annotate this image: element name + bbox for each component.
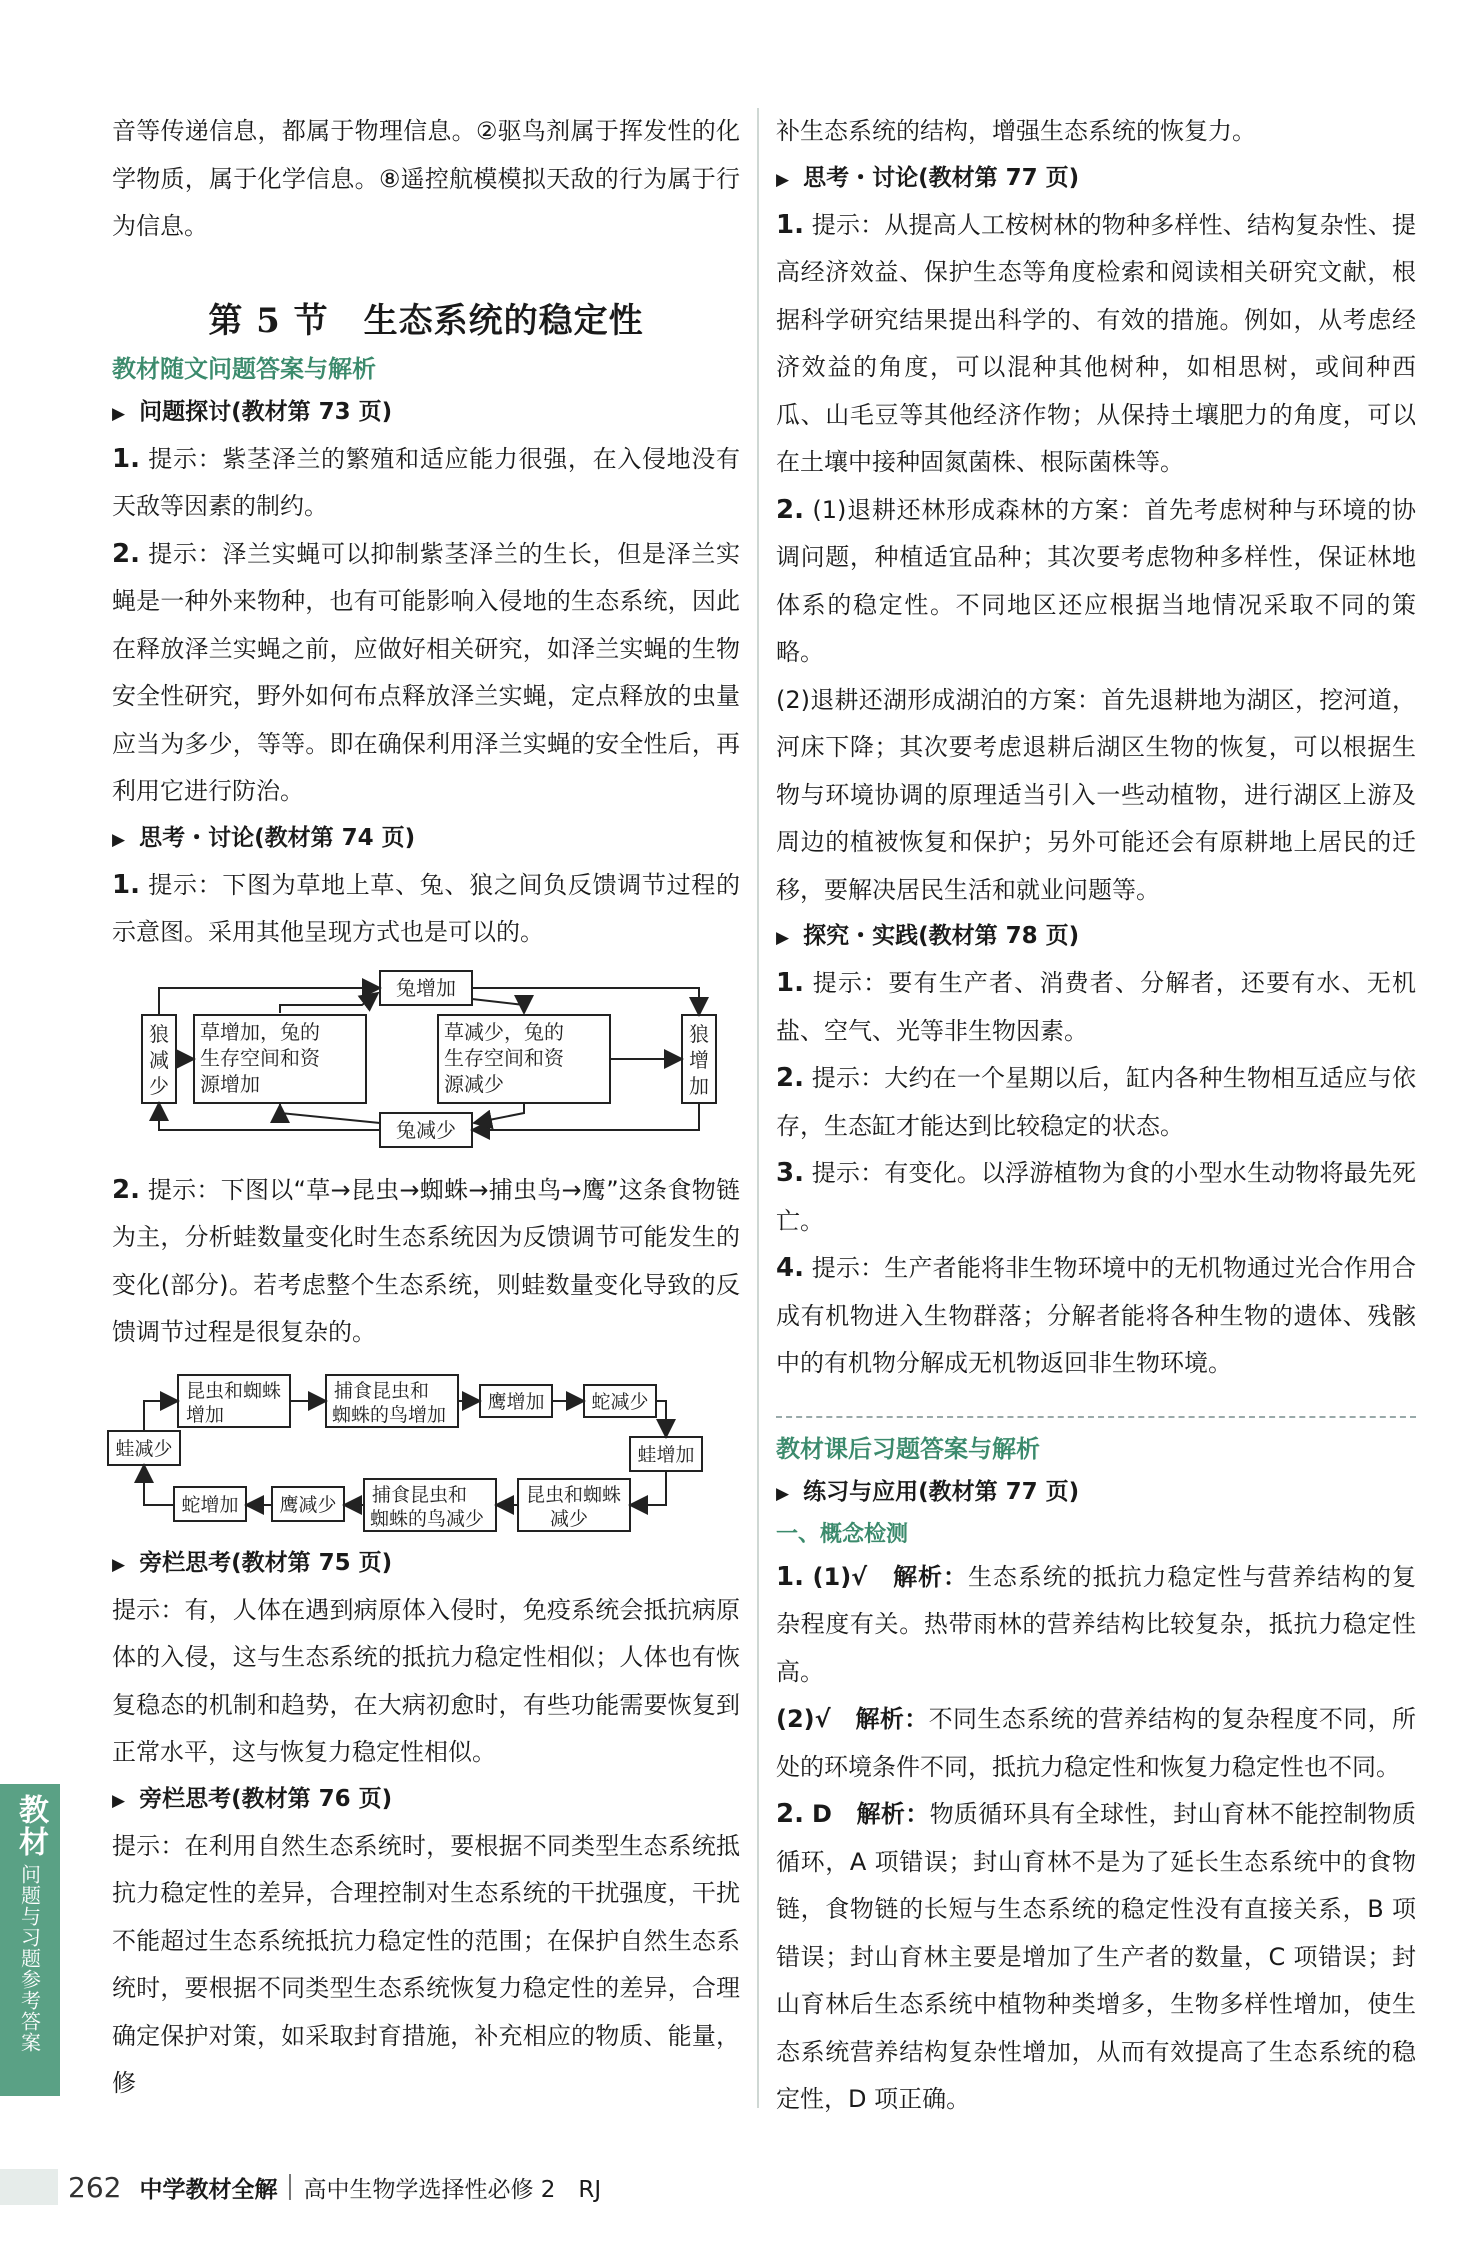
intro-paragraph: 音等传递信息，都属于物理信息。②驱鸟剂属于挥发性的化学物质，属于化学信息。⑧遥控航模模拟天敌的行为属于行为信息。	[112, 117, 740, 240]
right-column	[776, 108, 1416, 2124]
node-hawk-increase: 鹰增加	[487, 1390, 545, 1413]
side-tab-title: 教材	[13, 1794, 48, 1858]
answer-item: 2. (1)退耕还林形成森林的方案：首先考虑树种与环境的协调问题，种植适宜品种；其次要考虑物种多样性，保证林地体系的稳定性。不同地区还应根据当地情况采取不同的策略。	[776, 494, 1416, 666]
book-title: 中学教材全解	[139, 2176, 278, 2203]
node-rabbit-increase: 兔增加	[396, 975, 456, 1000]
node-grass-decrease: 源减少	[444, 1071, 504, 1096]
triangle-icon: ▶	[112, 1554, 126, 1575]
answer-item: 2. 提示：大约在一个星期以后，缸内各种生物相互适应与依存，生态缸才能达到比较稳定的状态。	[776, 1063, 1416, 1140]
triangle-icon: ▶	[776, 1483, 790, 1504]
node-rabbit-decrease: 兔减少	[396, 1117, 456, 1142]
triangle-icon: ▶	[112, 1790, 126, 1811]
node-frog-decrease: 蛙减少	[115, 1437, 173, 1460]
left-column	[112, 108, 740, 2108]
triangle-icon: ▶	[776, 169, 790, 190]
subheading-sidebar-think-76: ▶ 旁栏思考(教材第 76 页)	[112, 1785, 393, 1812]
answer-item: (2)退耕还湖形成湖泊的方案：首先退耕地为湖区，挖河道，河床下降；其次要考虑退耕后湖区生物的恢复，可以根据生物与环境协调的原理适当引入一些动植物，进行湖区上游及周边的植被恢复和保护；另外可能还会有原耕地上居民的迁移，要解决居民生活和就业问题等。	[776, 685, 1416, 904]
page-number: 262	[68, 2170, 122, 2204]
node-frog-increase: 蛙增加	[637, 1443, 695, 1466]
answer-item: 1. (1)√ 解析：生态系统的抵抗力稳定性与营养结构的复杂程度有关。热带雨林的营养结构比较复杂，抵抗力稳定性高。	[776, 1561, 1417, 1686]
subheading-explore-practice: ▶ 探究・实践(教材第 78 页)	[776, 923, 1080, 949]
node-wolf-decrease: 少	[149, 1073, 169, 1098]
node-bird-increase: 蜘蛛的鸟增加	[332, 1403, 447, 1426]
page-footer	[0, 2165, 760, 2209]
answer-paragraph: 提示：在利用自然生态系统时，要根据不同类型生态系统抵抗力稳定性的差异，合理控制对生态系统的干扰强度，干扰不能超过生态系统抵抗力稳定性的范围；在保护自然生态系统时，要根据不同类型生态系统恢复力稳定性的差异，合理确定保护对策，如采取封育措施，补充相应的物质、能量，修	[112, 1831, 740, 2097]
triangle-icon: ▶	[776, 928, 790, 948]
node-insect-spider-increase: 增加	[186, 1403, 225, 1426]
node-wolf-decrease: 减	[149, 1047, 169, 1072]
feedback-diagram-grass-rabbit-wolf	[112, 963, 740, 1163]
answer-item: 2. 提示：下图以“草→昆虫→蜘蛛→捕虫鸟→鹰”这条食物链为主，分析蛙数量变化时生态系统因为反馈调节可能发生的变化(部分)。若考虑整个生态系统，则蛙数量变化导致的反馈调节过程是很复杂的。	[112, 1174, 740, 1346]
side-tab	[0, 1784, 60, 2096]
node-grass-decrease: 草减少，兔的	[444, 1019, 564, 1044]
footer-bar	[0, 2169, 58, 2205]
answer-item: 1. 提示：下图为草地上草、兔、狼之间负反馈调节过程的示意图。采用其他呈现方式也是可以的。	[112, 869, 740, 946]
section-title: 第 5 节 生态系统的稳定性	[208, 300, 644, 341]
subheading-sidebar-think-75: ▶ 旁栏思考(教材第 75 页)	[112, 1549, 393, 1576]
feedback-diagram-frog-food-chain	[100, 1361, 728, 1537]
node-insect-spider-decrease: 减少	[550, 1507, 589, 1530]
node-snake-increase: 蛇增加	[181, 1493, 239, 1516]
node-wolf-decrease: 狼	[149, 1021, 169, 1046]
answer-item: 1. 提示：从提高人工桉树林的物种多样性、结构复杂性、提高经济效益、保护生态等角度检索和阅读相关研究文献，根据科学研究结果提出科学的、有效的措施。例如，从考虑经济效益的角度，可以混种其他树种，如相思树，或间种西瓜、山毛豆等其他经济作物；从保持土壤肥力的角度，可以在土壤中接种固氮菌株、根际菌株等。	[776, 209, 1416, 476]
book-subject: 高中生物学选择性必修 2 RJ	[303, 2176, 602, 2203]
node-grass-increase: 生存空间和资	[200, 1045, 320, 1070]
node-insect-spider-increase: 昆虫和蜘蛛	[186, 1379, 282, 1402]
column-divider	[757, 108, 759, 2108]
subheading-think-discuss-77: ▶ 思考・讨论(教材第 77 页)	[776, 164, 1080, 191]
node-grass-increase: 源增加	[200, 1071, 260, 1096]
subheading-think-discuss: ▶ 思考・讨论(教材第 74 页)	[112, 824, 416, 851]
node-wolf-increase: 加	[689, 1073, 709, 1098]
node-grass-increase: 草增加，兔的	[200, 1019, 320, 1044]
node-bird-increase: 捕食昆虫和	[334, 1379, 430, 1402]
node-snake-decrease: 蛇减少	[591, 1390, 649, 1413]
subheading-problem-discussion: ▶ 问题探讨(教材第 73 页)	[112, 398, 393, 425]
node-hawk-decrease: 鹰减少	[279, 1493, 337, 1516]
answer-item: 1. 提示：紫茎泽兰的繁殖和适应能力很强，在入侵地没有天敌等因素的制约。	[112, 443, 740, 520]
answer-item: 2. D 解析：物质循环具有全球性，封山育林不能控制物质循环，A 项错误；封山育林不是为了延长生态系统中的食物链，食物链的长短与生态系统的稳定性没有直接关系，B 项错误；封山育林主要是增加了生产者的数量，C 项错误；封山育林后生态系统中植物种类增多，生物多样性增加，使生态系统营养结构复杂性增加，从而有效提高了生态系统的稳定性，D 项正确。	[776, 1799, 1417, 2113]
subheading-practice-application: ▶ 练习与应用(教材第 77 页)	[776, 1478, 1080, 1505]
answer-item: 1. 提示：要有生产者、消费者、分解者，还要有水、无机盐、空气、光等非生物因素。	[776, 968, 1416, 1045]
dashed-divider	[776, 1416, 1416, 1418]
answer-paragraph: 提示：有，人体在遇到病原体入侵时，免疫系统会抵抗病原体的入侵，这与生态系统的抵抗力稳定性相似；人体也有恢复稳态的机制和趋势，在大病初愈时，有些功能需要恢复到正常水平，这与恢复力稳定性相似。	[112, 1595, 740, 1766]
node-bird-decrease: 蜘蛛的鸟减少	[370, 1507, 485, 1530]
answer-item: 4. 提示：生产者能将非生物环境中的无机物通过光合作用合成有机物进入生物群落；分解者能将各种生物的遗体、残骸中的有机物分解成无机物返回非生物环境。	[776, 1253, 1416, 1377]
heading-after-class-answers: 教材课后习题答案与解析	[776, 1434, 1040, 1463]
triangle-icon: ▶	[112, 403, 126, 424]
node-insect-spider-decrease: 昆虫和蜘蛛	[526, 1483, 622, 1506]
footer-separator	[289, 2174, 291, 2200]
answer-item: 2. 提示：泽兰实蝇可以抑制紫茎泽兰的生长，但是泽兰实蝇是一种外来物种，也有可能影响入侵地的生态系统，因此在释放泽兰实蝇之前，应做好相关研究，如泽兰实蝇的生物安全性研究，野外如何布点释放泽兰实蝇，定点释放的虫量应当为多少，等等。即在确保利用泽兰实蝇的安全性后，再利用它进行防治。	[112, 538, 740, 805]
side-tab-subtitle: 问题与习题参考答案	[17, 1864, 42, 2053]
concept-check-label: 一、概念检测	[776, 1521, 909, 1547]
node-bird-decrease: 捕食昆虫和	[372, 1483, 468, 1506]
answer-item: (2)√ 解析：不同生态系统的营养结构的复杂程度不同，所处的环境条件不同，抵抗力稳定性和恢复力稳定性也不同。	[776, 1705, 1417, 1781]
answer-item: 3. 提示：有变化。以浮游植物为食的小型水生动物将最先死亡。	[776, 1158, 1416, 1235]
triangle-icon: ▶	[112, 829, 126, 850]
node-grass-decrease: 生存空间和资	[444, 1045, 564, 1070]
heading-in-text-answers: 教材随文问题答案与解析	[112, 354, 376, 383]
node-wolf-increase: 增	[689, 1047, 709, 1072]
continued-paragraph: 补生态系统的结构，增强生态系统的恢复力。	[776, 117, 1256, 145]
node-wolf-increase: 狼	[689, 1021, 709, 1046]
